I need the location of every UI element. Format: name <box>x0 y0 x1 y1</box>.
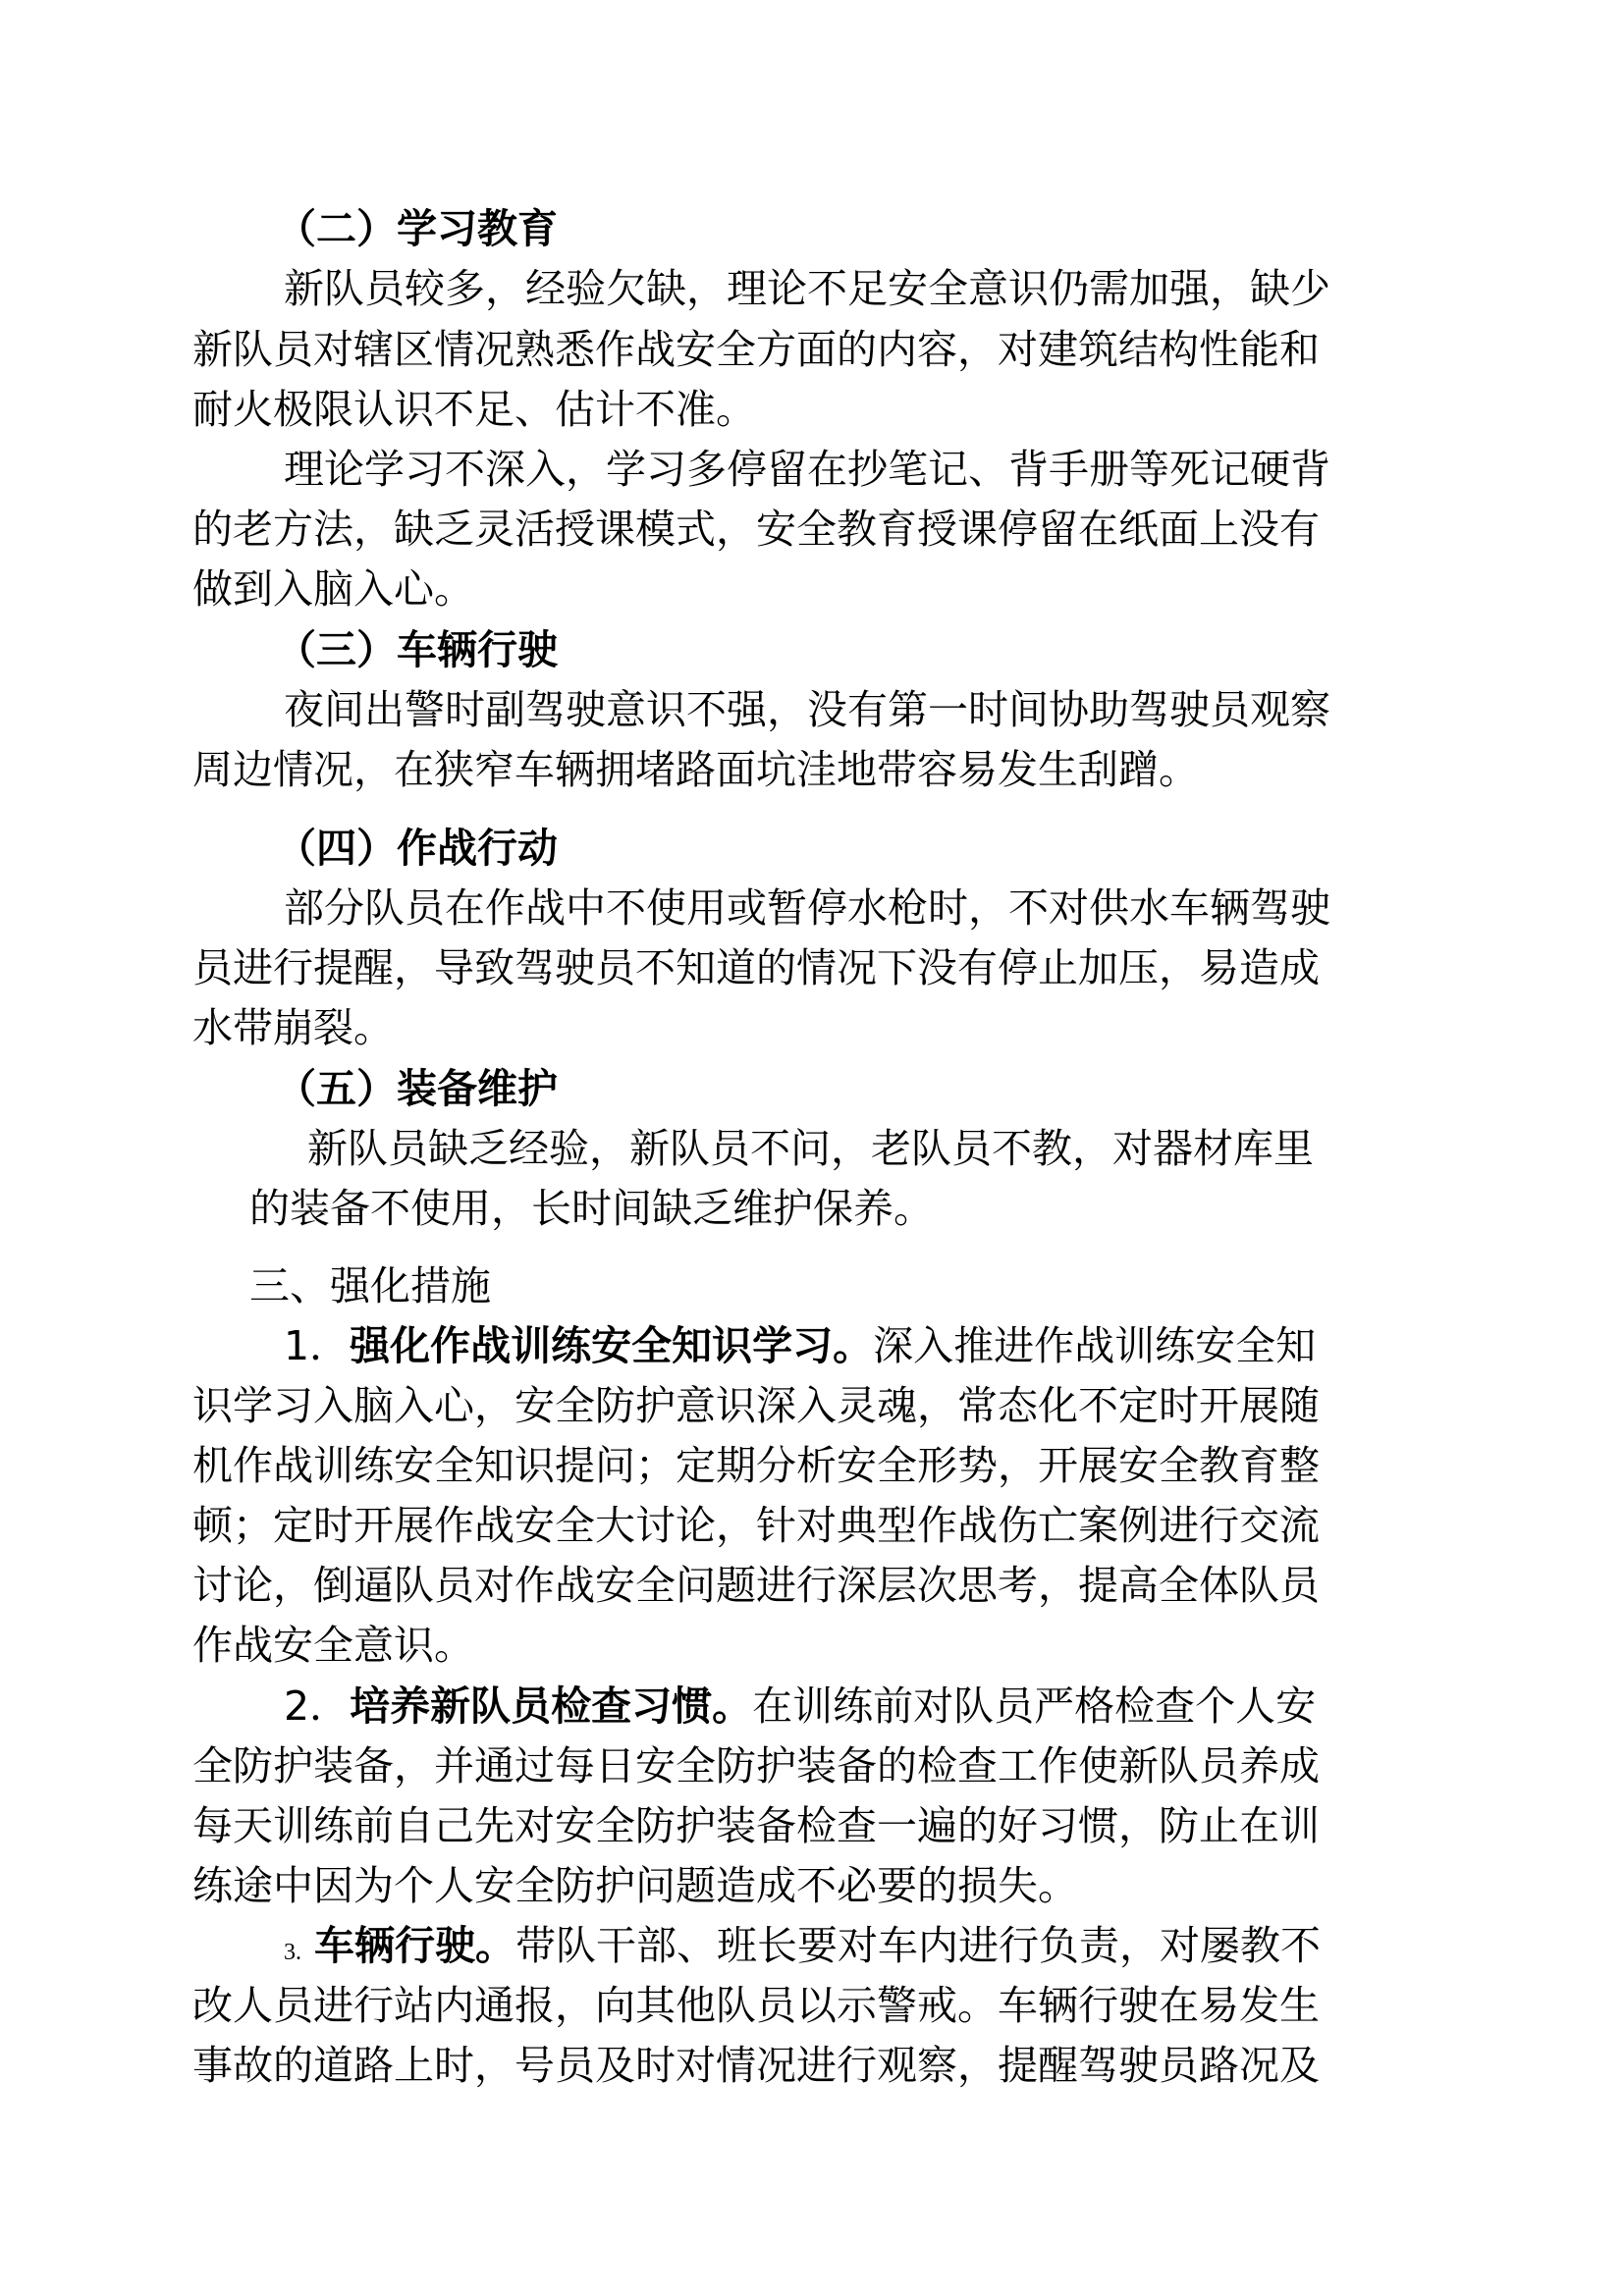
paragraph-line: 新队员缺乏经验，新队员不问，老队员不教，对器材库里 <box>307 1125 1314 1172</box>
paragraph-line: 改人员进行站内通报，向其他队员以示警戒。车辆行驶在易发生 <box>192 1982 1320 2029</box>
paragraph-line: 新队员对辖区情况熟悉作战安全方面的内容，对建筑结构性能和 <box>192 326 1320 373</box>
measure-2-number: 2． <box>284 1682 351 1730</box>
paragraph-line: 做到入脑入心。 <box>192 565 474 613</box>
paragraph-line: 顿；定时开展作战安全大讨论，针对典型作战伤亡案例进行交流 <box>192 1502 1320 1549</box>
measure-3-number: 3. <box>284 1940 301 1965</box>
paragraph-line: 水带崩裂。 <box>192 1004 394 1051</box>
measure-2-first-line <box>284 1681 1316 1732</box>
paragraph-line: 的装备不使用，长时间缺乏维护保养。 <box>249 1185 934 1232</box>
section-heading-study: （二）学习教育 <box>276 205 558 252</box>
paragraph-line: 作战安全意识。 <box>192 1622 474 1669</box>
measure-1-title: 强化作战训练安全知识学习。 <box>350 1322 874 1369</box>
paragraph-line: 讨论，倒逼队员对作战安全问题进行深层次思考，提高全体队员 <box>192 1562 1320 1609</box>
paragraph-line: 新队员较多，经验欠缺，理论不足安全意识仍需加强，缺少 <box>284 265 1330 312</box>
paragraph-line: 部分队员在作战中不使用或暂停水枪时，不对供水车辆驾驶 <box>284 884 1330 932</box>
measure-3-first-line <box>284 1920 1321 1971</box>
paragraph-line: 每天训练前自己先对安全防护装备检查一遍的好习惯，防止在训 <box>192 1802 1320 1849</box>
paragraph-line: 事故的道路上时，号员及时对情况进行观察，提醒驾驶员路况及 <box>192 2042 1320 2089</box>
paragraph-line: 周边情况，在狭窄车辆拥堵路面坑洼地带容易发生刮蹭。 <box>192 746 1199 793</box>
section-heading-driving: （三）车辆行驶 <box>276 626 558 673</box>
measure-3-text: 带队干部、班长要对车内进行负责，对屡教不 <box>515 1922 1322 1969</box>
section-heading-measures: 三、强化措施 <box>249 1262 491 1309</box>
measure-2-title: 培养新队员检查习惯。 <box>350 1682 753 1730</box>
paragraph-line: 识学习入脑入心，安全防护意识深入灵魂，常态化不定时开展随 <box>192 1382 1320 1429</box>
measure-1-number: 1． <box>284 1322 351 1369</box>
section-heading-equipment: （五）装备维护 <box>276 1065 558 1112</box>
paragraph-line: 耐火极限认识不足、估计不准。 <box>192 386 756 433</box>
measure-3-title: 车辆行驶。 <box>314 1922 516 1969</box>
section-heading-combat: （四）作战行动 <box>276 825 558 872</box>
paragraph-line: 全防护装备，并通过每日安全防护装备的检查工作使新队员养成 <box>192 1742 1320 1789</box>
measure-1-text: 深入推进作战训练安全知 <box>873 1322 1317 1369</box>
paragraph-line: 理论学习不深入，学习多停留在抄笔记、背手册等死记硬背 <box>284 446 1330 493</box>
paragraph-line: 机作战训练安全知识提问；定期分析安全形势，开展安全教育整 <box>192 1442 1320 1489</box>
paragraph-line: 员进行提醒，导致驾驶员不知道的情况下没有停止加压，易造成 <box>192 944 1320 991</box>
measure-1-first-line <box>284 1320 1316 1371</box>
paragraph-line: 的老方法，缺乏灵活授课模式，安全教育授课停留在纸面上没有 <box>192 506 1320 553</box>
paragraph-line: 练途中因为个人安全防护问题造成不必要的损失。 <box>192 1862 1078 1909</box>
paragraph-line: 夜间出警时副驾驶意识不强，没有第一时间协助驾驶员观察 <box>284 686 1330 733</box>
measure-2-text: 在训练前对队员严格检查个人安 <box>752 1682 1317 1730</box>
